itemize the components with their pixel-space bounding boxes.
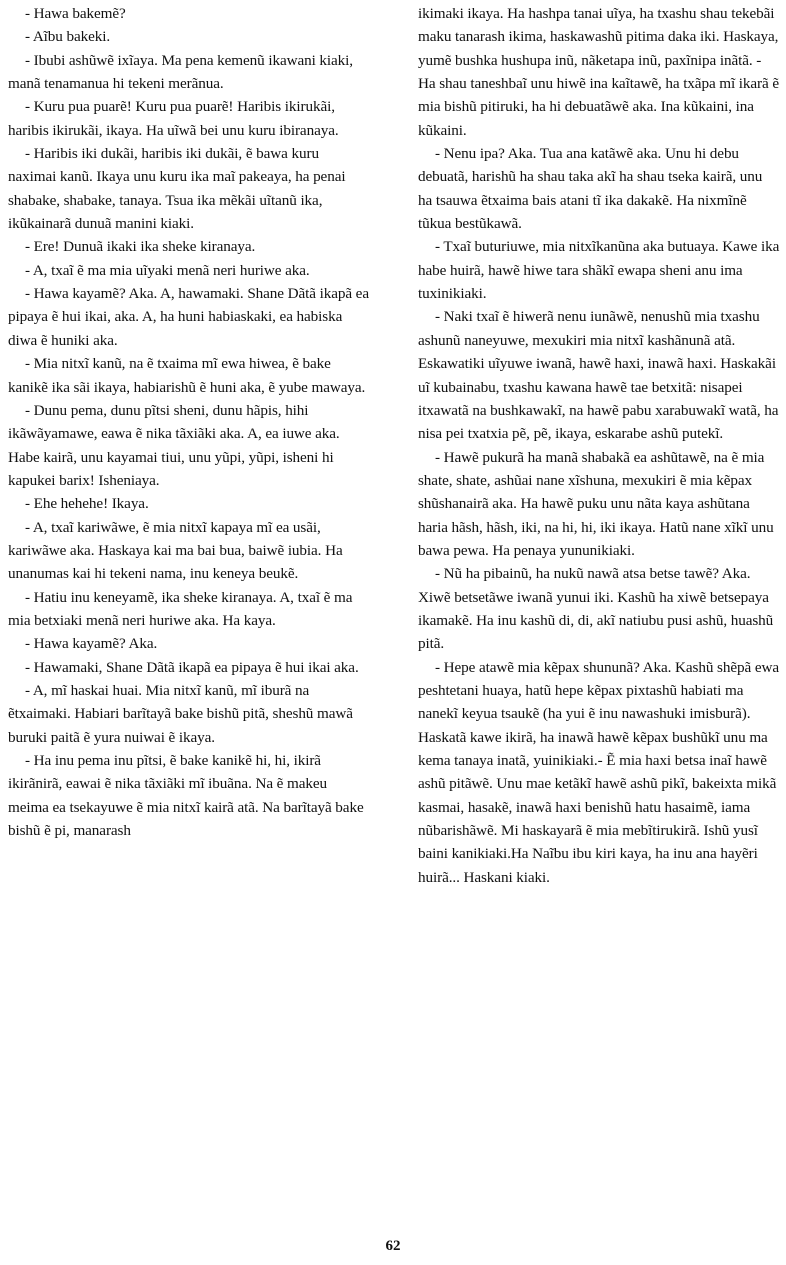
paragraph: - Ere! Dunuã ikaki ika sheke kiranaya. <box>25 238 256 256</box>
paragraph: - Hawa kayamẽ? Aka. <box>25 635 158 653</box>
right-column <box>418 2 780 889</box>
paragraph: - Hawa bakemẽ? <box>25 5 126 22</box>
paragraph: - A, txaĩ kariwãwe, ẽ mia nitxĩ kapaya mĩ ea usãi, kariwãwe aka. Haskaya kai ma bai bua, baiwẽ iubia. Ha unanumas kai hi tekeni nama, inu keneya beukẽ. <box>8 518 343 583</box>
paragraph: - Hawa kayamẽ? Aka. A, hawamaki. Shane Dãtã ikapã ea pipaya ẽ hui ikai, aka. A, ha huni habiaskaki, ea habiska diwa ẽ huniki aka. <box>8 285 369 349</box>
paragraph: - Dunu pema, dunu pĩtsi sheni, dunu hãpis, hihi ikãwãyamawe, eawa ẽ nika tãxiãki aka. A, ea iuwe aka. Habe kairã, unu kayamai tiui, unu yũpi, yũpi, isheni hi kapukei barix! Isheniaya. <box>8 401 340 489</box>
paragraph: - Nũ ha pibainũ, ha nukũ nawã atsa betse tawẽ? Aka. Xiwẽ betsetãwe iwanã yunui iki. Kashũ ha xiwẽ betsepaya ikamakẽ. Ha inu kashũ di, di, akĩ natiubu pusi ashũ, huashũ pitã. <box>418 565 774 653</box>
paragraph: - A, mĩ haskai huai. Mia nitxĩ kanũ, mĩ iburã na ẽtxaimaki. Habiari barĩtayã bake bishũ pitã, sheshũ mawã buruki paitã ẽ yura nuiwai ẽ ikaya. <box>8 681 353 746</box>
paragraph: - Nenu ipa? Aka. Tua ana katãwẽ aka. Unu hi debu debuatã, harishũ ha shau taka akĩ ha shau tseka kairã, unu ha tsauwa ẽtxaima bais atani tĩ ika dakakẽ. Ha nixmĩnẽ tũkua bestũkawã. <box>418 145 763 233</box>
paragraph: - Hawamaki, Shane Dãtã ikapã ea pipaya ẽ hui ikai aka. <box>25 658 359 676</box>
paragraph: - Aĩbu bakeki. <box>25 28 111 46</box>
paragraph: - Mia nitxĩ kanũ, na ẽ txaima mĩ ewa hiwea, ẽ bake kanikẽ ika sãi ikaya, habiarishũ ẽ huni aka, ẽ yube mawaya. <box>8 355 366 396</box>
paragraph: - Hatiu inu keneyamẽ, ika sheke kiranaya. A, txaĩ ẽ ma mia betxiaki menã neri huriwe aka. Ha kaya. <box>8 588 353 629</box>
paragraph: - Naki txaĩ ẽ hiwerã nenu iunãwẽ, nenushũ mia txashu ashunũ naneyuwe, mexukiri mia nitxĩ kashãnunã atã. Eskawatiki uĩyuwe iwanã, hawẽ haxi, inawã haxi. Haskakãi uĩ kubainabu, txashu kawana hawẽ tae betxitã: nisapei itxawatã na bushkawakĩ, na hawẽ pabu xarabuwakĩ watã, ha nisa pei txatxia pẽ, pẽ, ikaya, eskarabe ashũ putekĩ. <box>418 308 779 443</box>
page-number: 62 <box>385 1238 401 1254</box>
paragraph: - A, txaĩ ẽ ma mia uĩyaki menã neri huriwe aka. <box>25 261 310 279</box>
paragraph: - Ehe hehehe! Ikaya. <box>25 495 149 513</box>
paragraph: - Haribis iki dukãi, haribis iki dukãi, ẽ bawa kuru naximai kanũ. Ikaya unu kuru ika maĩ pakeaya, ha penai shabake, shabake, tanaya. Tsua ika mẽkãi uĩtanũ ika, ikũkainarã dunuã manini kiaki. <box>8 145 346 233</box>
paragraph: - Txaĩ buturiuwe, mia nitxĩkanũna aka butuaya. Kawe ika habe huirã, hawẽ hiwe tara shãkĩ ewapa sheni anu ima tuxinikiaki. <box>418 238 780 303</box>
left-column <box>8 2 370 842</box>
paragraph: ikimaki ikaya. Ha hashpa tanai uĩya, ha txashu shau tekebãi maku tanarash ikima, haskawashũ pitima daka iki. Haskaya, yumẽ bushka hushupa inũ, nãketapa inũ, paxĩnipa inãtã. - Ha shau taneshbaĩ unu hiwẽ ina kaĩtawẽ, ha txãpa mĩ ikarã ẽ mia bishũ pitiruki, ha hi debuatãwẽ aka. Ina kũkaini, ina kũkaini. <box>418 5 779 139</box>
paragraph: - Hawẽ pukurã ha manã shabakã ea ashũtawẽ, na ẽ mia shate, shate, ashũai nane xĩshuna, mexukiri ẽ mia kẽpax shũshanairã aka. Ha hawẽ puku unu nãta kaya ashũtana haria hãsh, hãsh, iki, na hi, hi, iki ikaya. Hatũ nane xĩkĩ unu bawa pewa. Ha penaya yununikiaki. <box>418 448 774 559</box>
paragraph: - Ibubi ashũwẽ ixĩaya. Ma pena kemenũ ikawani kiaki, manã tenamanua hi tekeni merãnua. <box>8 51 353 93</box>
paragraph: - Kuru pua puarẽ! Kuru pua puarẽ! Haribis ikirukãi, haribis ikirukãi, ikaya. Ha uĩwã bei unu kuru ibiranaya. <box>8 98 339 139</box>
paragraph: - Ha inu pema inu pĩtsi, ẽ bake kanikẽ hi, hi, ikirã ikirãnirã, eawai ẽ nika tãxiãki mĩ ibuãna. Na ẽ makeu meima ea tsekayuwe ẽ mia nitxĩ kairã atã. Na barĩtayã bake bishũ ẽ pi, manarash <box>8 752 364 840</box>
paragraph: - Hepe atawẽ mia kẽpax shununã? Aka. Kashũ shẽpã ewa peshtetani huaya, hatũ hepe kẽpax pixtashũ habiati ma nanekĩ keyua tsaukẽ (ha yui ẽ inu nawashuki imisburã). Haskatã kawe ikirã, ha inawã hawẽ kẽpax bushũkĩ unu ma kema tanaya inatã, yuinikiaki.- Ẽ mia haxi betsa inaĩ hawẽ ashũ pitãwẽ. Unu mae ketãkĩ hawẽ ashũ pikĩ, bakeixta mikã kasmai, hasakẽ, inawã haxi benishũ hatu hasaimẽ, iama nũbarishãwẽ. Mi haskayarã ẽ mia mebĩtirukirã. Ishũ yusĩ baini kanikiaki.Ha Naĩbu ibu kiri kaya, ha inu ana hayẽri huirã... Haskani kiaki. <box>418 658 779 886</box>
